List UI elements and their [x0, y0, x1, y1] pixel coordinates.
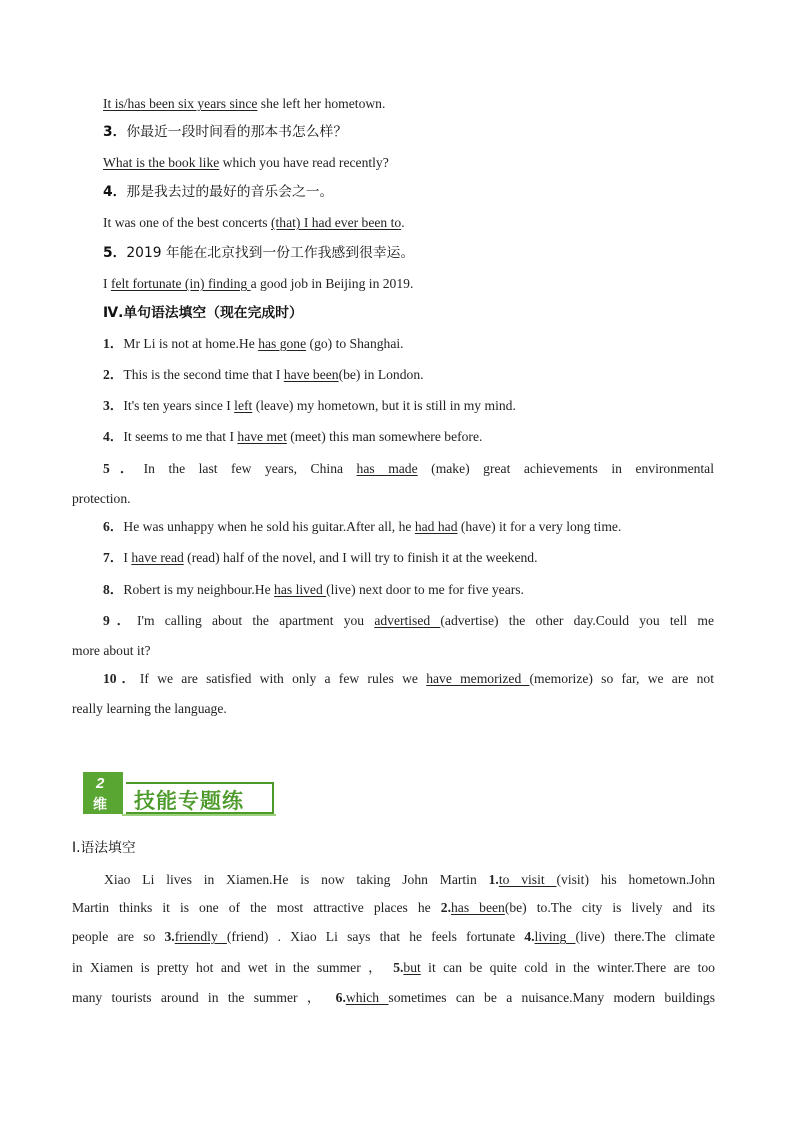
passage-text: it can be quite cold in the winter.There are too [420, 960, 715, 975]
grammar-item-10-continued: really learning the language. [72, 701, 227, 716]
sentence-text: I [103, 276, 111, 291]
answer-blank: have read [131, 550, 184, 565]
passage-line [104, 872, 715, 888]
badge-square [83, 772, 123, 814]
item-number: 9． [103, 613, 137, 628]
question-number: 5． [103, 245, 127, 261]
blank-number: 4. [524, 929, 535, 944]
sentence-text: (go) to Shanghai. [306, 336, 404, 351]
answer-blank: have been [283, 367, 339, 382]
answer-line-2 [103, 96, 385, 112]
item-number: 4． [103, 429, 124, 444]
grammar-item-7 [103, 550, 537, 566]
sentence-text: In the last few years, China [143, 461, 357, 476]
sentence-text: (meet) this man somewhere before. [286, 429, 483, 444]
answer-blank: What is the book like [103, 155, 220, 170]
answer-blank: has made [356, 461, 418, 476]
answer-blank: felt fortunate (in) finding [110, 276, 251, 291]
answer-blank: had had [414, 519, 458, 534]
passage-text: (live) there.The climate [575, 929, 715, 944]
answer-blank: It is/has been six years since [103, 96, 258, 111]
grammar-item-5 [103, 461, 714, 477]
sentence-text: It's ten years since I [123, 398, 235, 413]
sentence-text: (leave) my hometown, but it is still in my mind. [252, 398, 516, 413]
blank-number: 5. [393, 960, 404, 975]
section-badge [80, 770, 278, 816]
answer-line-4 [103, 215, 405, 231]
passage-text: (friend) . Xiao Li says that he feels fortunate [226, 929, 525, 944]
grammar-item-8 [103, 582, 524, 598]
answer-blank: which [345, 990, 389, 1005]
sentence-text: a good job in Beijing in 2019. [250, 276, 414, 291]
item-number: 2． [103, 367, 124, 382]
answer-line-5 [103, 276, 413, 292]
item-number: 1． [103, 336, 124, 351]
sentence-text: I'm calling about the apartment you [137, 613, 375, 628]
question-3 [103, 124, 347, 140]
answer-line-3 [103, 155, 389, 171]
passage-text: Martin thinks it is one of the most attractive places he [72, 900, 441, 915]
grammar-item-4 [103, 429, 482, 445]
sentence-text: (advertise) the other day.Could you tell me [440, 613, 715, 628]
sentence-text: He was unhappy when he sold his guitar.After all, he [123, 519, 415, 534]
answer-blank: friendly [174, 929, 227, 944]
grammar-item-9-continued: more about it? [72, 643, 151, 658]
sentence-text: which you have read recently? [219, 155, 389, 170]
question-text: 那是我去过的最好的音乐会之一。 [126, 184, 334, 200]
blank-number: 2. [440, 900, 451, 915]
answer-blank: living [534, 929, 576, 944]
section-heading-iv: Ⅳ.单句语法填空（现在完成时） [103, 305, 303, 321]
badge-number: 2 [96, 775, 105, 792]
sentence-text: she left her hometown. [257, 96, 386, 111]
item-number: 10． [103, 671, 140, 686]
badge-title: 技能专题练 [134, 789, 244, 813]
passage-text: Xiao Li lives in Xiamen.He is now taking John Martin [104, 872, 489, 887]
item-number: 5． [103, 461, 144, 476]
section-heading-i: Ⅰ.语法填空 [72, 840, 136, 856]
grammar-item-1 [103, 336, 404, 352]
sentence-text: Robert is my neighbour.He [123, 582, 275, 597]
blank-number: 3. [164, 929, 175, 944]
badge-bar [126, 782, 274, 814]
answer-blank: has gone [258, 336, 307, 351]
grammar-item-5-continued: protection. [72, 491, 131, 506]
grammar-item-6 [103, 519, 621, 535]
answer-blank: advertised [374, 613, 441, 628]
grammar-item-2 [103, 367, 424, 383]
passage-line [72, 960, 715, 976]
answer-blank: has been [450, 900, 505, 915]
sentence-text: (make) great achievements in environmental [417, 461, 714, 476]
badge-wei: 维 [93, 797, 107, 813]
question-number: 4． [103, 184, 127, 200]
question-5 [103, 245, 414, 261]
passage-line [72, 929, 715, 945]
sentence-text: If we are satisfied with only a few rules we [139, 671, 427, 686]
item-number: 8． [103, 582, 124, 597]
sentence-text: . [401, 215, 405, 230]
sentence-text: It seems to me that I [123, 429, 238, 444]
sentence-text: I [123, 550, 132, 565]
item-number: 7． [103, 550, 124, 565]
answer-blank: has lived [274, 582, 327, 597]
badge-underline [122, 814, 276, 816]
passage-text: (be) to.The city is lively and its [504, 900, 716, 915]
passage-line [72, 990, 715, 1006]
question-text: 2019 年能在北京找到一份工作我感到很幸运。 [126, 245, 415, 261]
grammar-item-9 [103, 613, 714, 629]
answer-blank: have met [237, 429, 287, 444]
sentence-text: (be) in London. [338, 367, 424, 382]
blank-number: 6. [335, 990, 346, 1005]
passage-text: sometimes can be a nuisance.Many modern buildings [388, 990, 715, 1005]
passage-line [72, 900, 715, 916]
sentence-text: (have) it for a very long time. [457, 519, 622, 534]
answer-blank: (that) I had ever been to [270, 215, 402, 230]
sentence-text: It was one of the best concerts [103, 215, 271, 230]
passage-text: people are so [72, 929, 165, 944]
question-text: 你最近一段时间看的那本书怎么样？ [126, 124, 348, 140]
answer-blank: but [403, 960, 421, 975]
sentence-text: (read) half of the novel, and I will try to finish it at the weekend. [183, 550, 538, 565]
answer-blank: to visit [498, 872, 557, 887]
item-number: 3． [103, 398, 124, 413]
answer-blank: left [234, 398, 253, 413]
passage-text: (visit) his hometown.John [556, 872, 715, 887]
item-number: 6． [103, 519, 124, 534]
passage-text: in Xiamen is pretty hot and wet in the summer ， [72, 960, 394, 975]
sentence-text: This is the second time that I [123, 367, 284, 382]
blank-number: 1. [488, 872, 499, 887]
sentence-text: Mr Li is not at home.He [123, 336, 259, 351]
grammar-item-3 [103, 398, 516, 414]
sentence-text: (live) next door to me for five years. [326, 582, 524, 597]
sentence-text: (memorize) so far, we are not [529, 671, 715, 686]
answer-blank: have memorized [426, 671, 530, 686]
grammar-item-10 [103, 671, 714, 687]
question-number: 3． [103, 124, 127, 140]
question-4 [103, 184, 333, 200]
passage-text: many tourists around in the summer ， [72, 990, 336, 1005]
